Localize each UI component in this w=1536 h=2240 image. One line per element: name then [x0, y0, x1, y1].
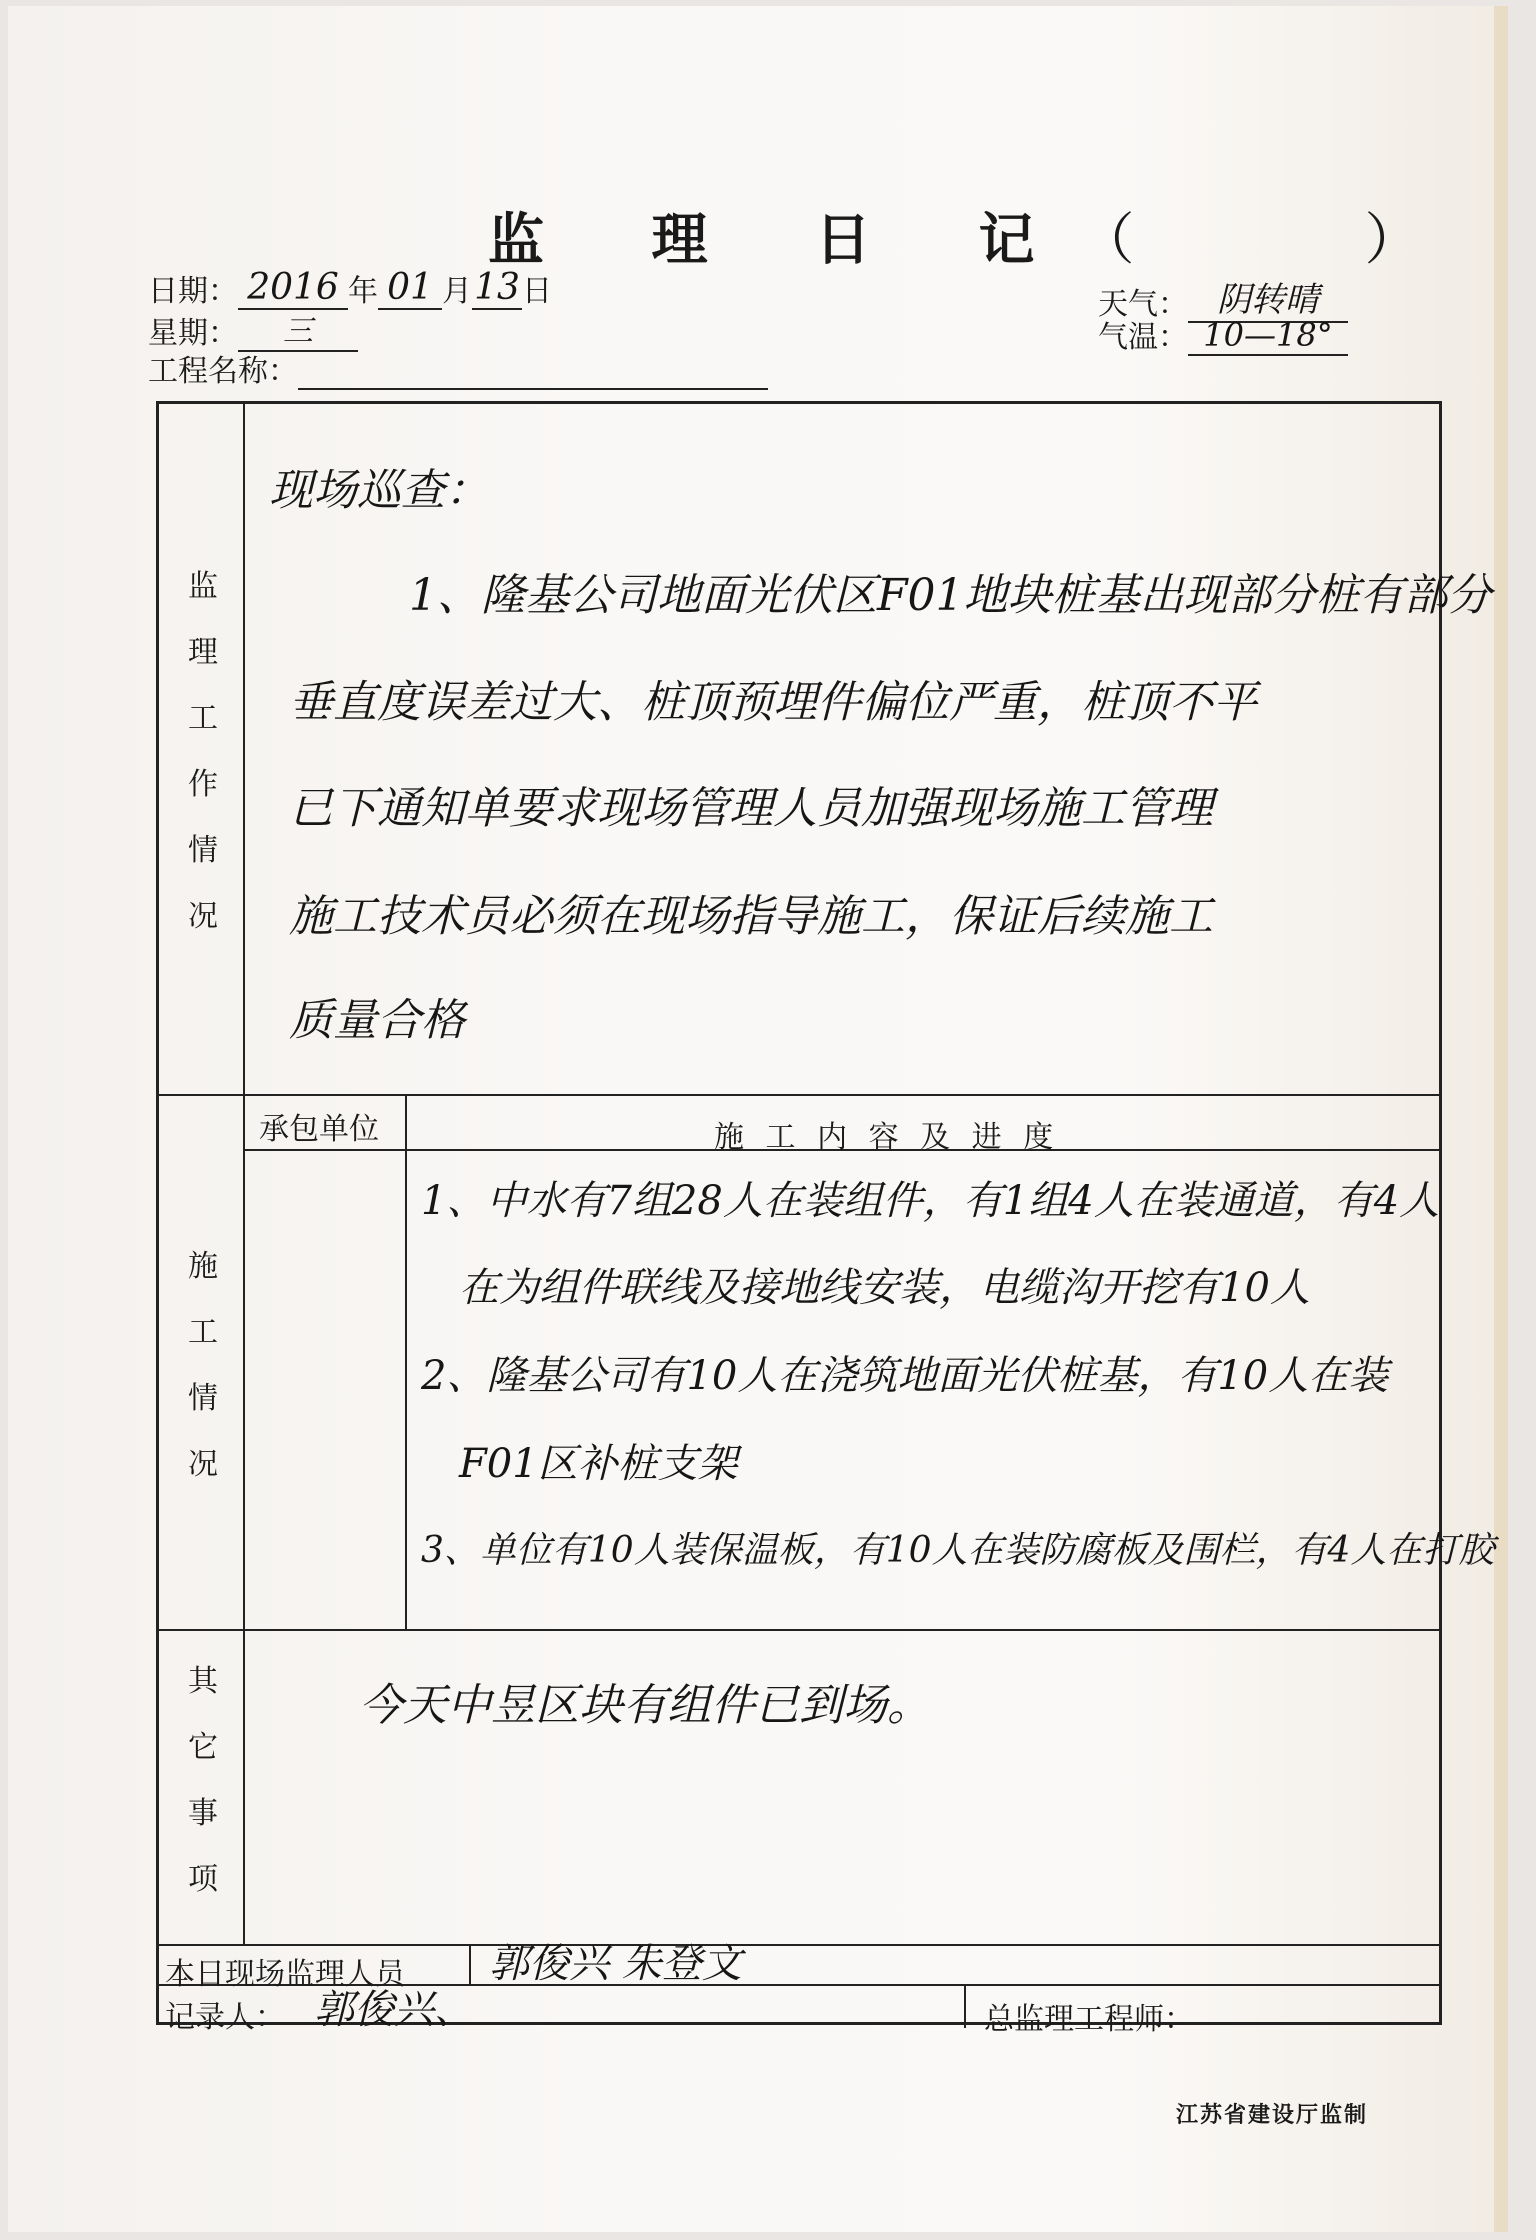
month-label: 月	[442, 274, 472, 309]
construction-line: 在为组件联线及接地线安装，电缆沟开挖有10人	[459, 1265, 1310, 1311]
recorder-label: 记录人：	[165, 2000, 285, 2035]
day-label: 日	[522, 274, 552, 309]
supervision-line: 施工技术员必须在现场指导施工，保证后续施工	[289, 891, 1213, 942]
supervision-line: 现场巡查：	[269, 465, 489, 516]
date-day: 13	[472, 267, 522, 310]
chief-engineer-label: 总监理工程师：	[984, 2002, 1194, 2037]
weather-value: 阴转晴	[1188, 272, 1348, 323]
weekday-label: 星期：	[148, 316, 238, 351]
construction-line: 3、单位有10人装保温板，有10人在装防腐板及围栏，有4人在打胶	[421, 1530, 1495, 1571]
diary-table	[156, 401, 1495, 2037]
construction-label: 施 工 情 况	[188, 1249, 218, 1482]
staff-value: 郭俊兴 朱登文	[489, 1941, 742, 1987]
recorder-value: 郭俊兴、	[314, 1987, 474, 2033]
supervision-label: 监 理 工 作 情 况	[188, 569, 218, 934]
supervision-line: 垂直度误差过大、桩顶预埋件偏位严重，桩顶不平	[289, 677, 1257, 728]
title-paren-close: ）	[1364, 208, 1421, 273]
construction-line: F01区补桩支架	[459, 1441, 738, 1487]
project-row	[148, 346, 768, 390]
date-month: 01	[378, 267, 442, 310]
temp-label: 气温：	[1098, 320, 1188, 355]
temperature-row	[1098, 312, 1348, 356]
supervision-line: 质量合格	[289, 995, 465, 1046]
date-row	[148, 266, 552, 310]
title-text: 监 理 日 记	[488, 208, 1079, 273]
weekday-value: 三	[238, 306, 358, 352]
supervision-line: 1、隆基公司地面光伏区F01地块桩基出现部分桩有部分	[409, 570, 1492, 621]
temp-value: 10—18°	[1188, 316, 1348, 356]
contractor-header: 承包单位	[259, 1112, 379, 1147]
staff-label: 本日现场监理人员	[165, 1957, 405, 1992]
other-label: 其 它 事 项	[188, 1664, 218, 1897]
other-line: 今天中昱区块有组件已到场。	[359, 1680, 931, 1731]
content-header: 施 工 内 容 及 进 度	[714, 1120, 1060, 1155]
project-label: 工程名称：	[148, 354, 298, 389]
construction-line: 1、中水有7组28人在装组件，有1组4人在装通道，有4人	[421, 1178, 1440, 1224]
date-label: 日期：	[148, 274, 238, 309]
construction-line: 2、隆基公司有10人在浇筑地面光伏桩基，有10人在装	[421, 1353, 1389, 1399]
supervision-line: 已下通知单要求现场管理人员加强现场施工管理	[289, 783, 1213, 834]
diary-page	[8, 6, 1508, 2232]
title-paren-open: （	[1078, 208, 1135, 273]
date-year: 2016	[238, 267, 348, 310]
project-value	[298, 388, 768, 390]
weather-label: 天气：	[1098, 287, 1188, 322]
year-label: 年	[348, 274, 378, 309]
footer-issuer: 江苏省建设厅监制	[1175, 2103, 1368, 2128]
page-title	[488, 196, 1421, 276]
